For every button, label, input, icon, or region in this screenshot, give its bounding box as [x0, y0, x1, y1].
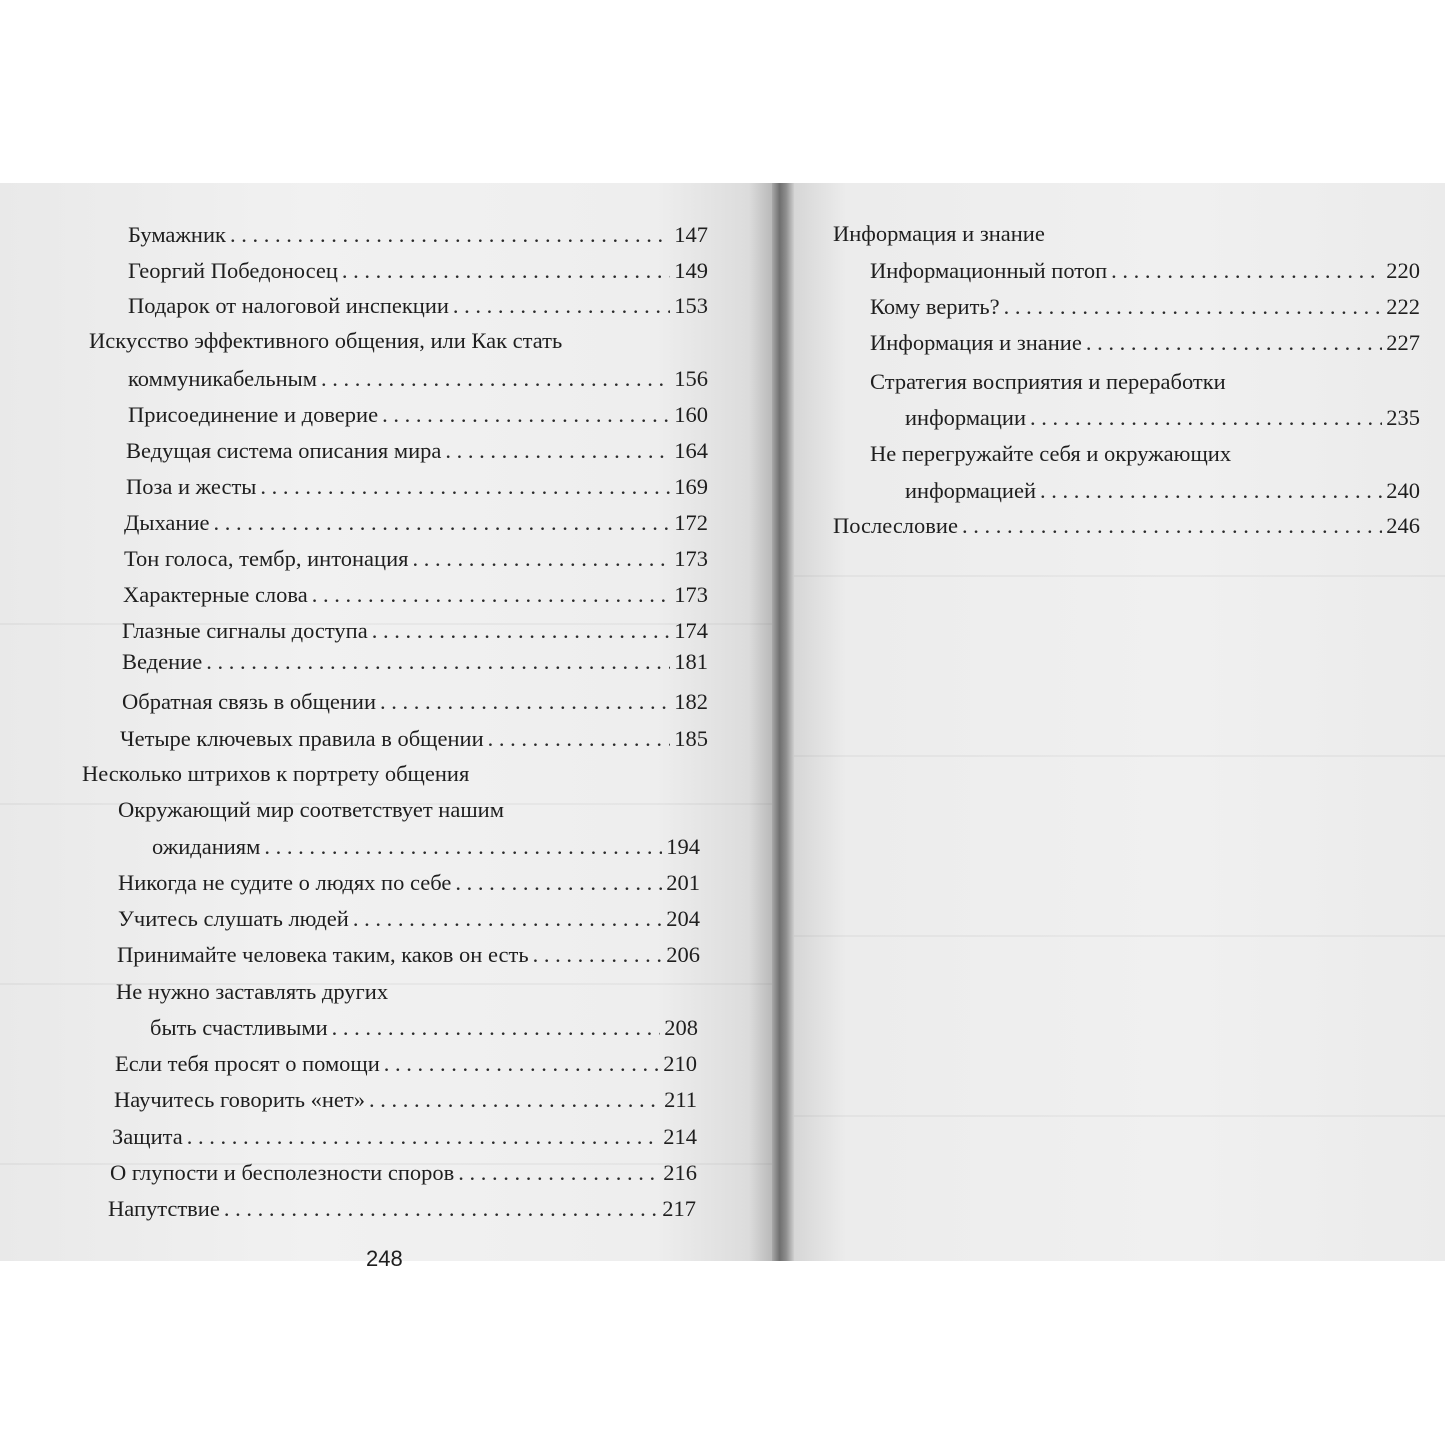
toc-entry-page: 216: [663, 1160, 697, 1185]
toc-entry-title: информацией: [905, 478, 1037, 503]
toc-entry: [114, 1082, 697, 1118]
toc-entry-title: Не перегружайте себя и окружающих: [870, 441, 1232, 466]
toc-entry: [870, 289, 1420, 325]
dot-leader: [382, 397, 670, 433]
toc-entry: [120, 721, 708, 757]
toc-entry-page: 164: [674, 438, 708, 463]
toc-entry: [905, 400, 1420, 436]
show-through-line: [794, 575, 1445, 577]
toc-entry-title: О глупости и бесполезности споров: [110, 1160, 455, 1185]
dot-leader: [353, 901, 662, 937]
toc-entry-page: 153: [674, 293, 708, 318]
toc-entry-title: Обратная связь в общении: [122, 689, 377, 714]
toc-entry-page: 201: [666, 870, 700, 895]
toc-entry: [115, 1046, 697, 1082]
toc-entry-title: Ведущая система описания мира: [126, 438, 442, 463]
toc-entry: [122, 644, 708, 680]
toc-entry: [870, 253, 1420, 289]
show-through-line: [794, 1115, 1445, 1117]
toc-entry-page: 204: [666, 906, 700, 931]
dot-leader: [380, 684, 670, 720]
toc-entry: [128, 361, 708, 397]
toc-entry-page: 235: [1386, 405, 1420, 430]
toc-entry-page: 173: [674, 582, 708, 607]
dot-leader: [1111, 253, 1382, 289]
toc-entry-page: 227: [1386, 330, 1420, 355]
dot-leader: [230, 217, 670, 253]
toc-entry: [122, 684, 708, 720]
toc-entry: [833, 508, 1420, 544]
toc-entry-title: ожиданиям: [152, 834, 261, 859]
toc-entry-title: коммуникабельным: [128, 366, 318, 391]
toc-entry-title: Поза и жесты: [126, 474, 257, 499]
toc-entry-page: 160: [674, 402, 708, 427]
toc-entry-title: Принимайте человека таким, каков он есть: [117, 942, 529, 967]
toc-section-heading: Искусство эффективного общения, или Как стать: [89, 328, 563, 353]
toc-entry-page: 220: [1386, 258, 1420, 283]
dot-leader: [1086, 325, 1382, 361]
dot-leader: [458, 1155, 659, 1191]
dot-leader: [412, 541, 670, 577]
toc-entry-title: Бумажник: [128, 222, 226, 247]
dot-leader: [369, 1082, 660, 1118]
toc-entry-page: 147: [674, 222, 708, 247]
dot-leader: [264, 829, 662, 865]
toc-entry: [112, 1119, 697, 1155]
toc-entry-page: 206: [666, 942, 700, 967]
toc-entry: [124, 505, 708, 541]
toc-entry-page: 185: [674, 726, 708, 751]
toc-entry-title: Не нужно заставлять других: [116, 979, 389, 1004]
toc-entry-page: 222: [1386, 294, 1420, 319]
toc-entry-page: 246: [1386, 513, 1420, 538]
toc-entry-title: Георгий Победоносец: [128, 258, 338, 283]
toc-entry-page: 172: [674, 510, 708, 535]
dot-leader: [187, 1119, 660, 1155]
toc-entry: [152, 829, 700, 865]
book-gutter: [772, 183, 794, 1261]
toc-entry: [870, 325, 1420, 361]
toc-entry-title: Информация и знание: [870, 330, 1082, 355]
toc-entry-title: Кому верить?: [870, 294, 1000, 319]
toc-entry-page: 169: [674, 474, 708, 499]
toc-entry-page: 181: [674, 649, 708, 674]
toc-entry-title: Дыхание: [124, 510, 210, 535]
toc-entry: [118, 901, 700, 937]
toc-entry-title: быть счастливыми: [150, 1015, 328, 1040]
toc-entry-title: Информационный потоп: [870, 258, 1108, 283]
toc-entry-title: Присоединение и доверие: [128, 402, 379, 427]
toc-entry-title: Послесловие: [833, 513, 958, 538]
toc-entry-page: 156: [674, 366, 708, 391]
dot-leader: [342, 253, 670, 289]
toc-entry-page: 210: [663, 1051, 697, 1076]
toc-entry: [118, 865, 700, 901]
toc-entry-page: 211: [664, 1087, 697, 1112]
toc-entry: [126, 469, 708, 505]
show-through-line: [794, 755, 1445, 757]
toc-entry: [128, 253, 708, 289]
toc-entry-title: информации: [905, 405, 1027, 430]
show-through-line: [794, 935, 1445, 937]
toc-entry: [123, 577, 708, 613]
dot-leader: [533, 937, 663, 973]
dot-leader: [1004, 289, 1383, 325]
toc-entry: [110, 1155, 697, 1191]
toc-entry: [150, 1010, 698, 1046]
toc-entry: [128, 217, 708, 253]
toc-entry-title: Никогда не судите о людях по себе: [118, 870, 452, 895]
dot-leader: [312, 577, 671, 613]
toc-entry-page: 208: [664, 1015, 698, 1040]
dot-leader: [962, 508, 1382, 544]
toc-entry: [108, 1191, 696, 1227]
toc-entry-title: Тон голоса, тембр, интонация: [124, 546, 409, 571]
dot-leader: [321, 361, 670, 397]
toc-entry-title: Характерные слова: [123, 582, 308, 607]
toc-entry-title: Научитесь говорить «нет»: [114, 1087, 365, 1112]
dot-leader: [445, 433, 670, 469]
toc-entry-page: 217: [662, 1196, 696, 1221]
toc-entry-title: Четыре ключевых правила в общении: [120, 726, 484, 751]
dot-leader: [453, 288, 670, 324]
toc-entry-title: Если тебя просят о помощи: [115, 1051, 380, 1076]
dot-leader: [260, 469, 670, 505]
toc-entry-page: 149: [674, 258, 708, 283]
toc-entry-title: Ведение: [122, 649, 203, 674]
toc-entry-title: Окружающий мир соответствует нашим: [118, 797, 504, 822]
toc-section-heading: Информация и знание: [833, 221, 1045, 246]
dot-leader: [332, 1010, 661, 1046]
dot-leader: [224, 1191, 658, 1227]
toc-entry-page: 174: [674, 618, 708, 643]
toc-entry: [126, 433, 708, 469]
toc-entry-page: 173: [674, 546, 708, 571]
toc-entry-title: Защита: [112, 1124, 183, 1149]
dot-leader: [1040, 473, 1382, 509]
toc-entry-page: 214: [663, 1124, 697, 1149]
toc-entry: [905, 473, 1420, 509]
toc-entry-page: 240: [1386, 478, 1420, 503]
dot-leader: [384, 1046, 659, 1082]
toc-entry-page: 182: [674, 689, 708, 714]
dot-leader: [455, 865, 662, 901]
toc-entry-title: Напутствие: [108, 1196, 220, 1221]
dot-leader: [1030, 400, 1382, 436]
toc-entry-page: 194: [666, 834, 700, 859]
toc-entry-title: Глазные сигналы доступа: [122, 618, 368, 643]
page-number: 248: [366, 1246, 403, 1271]
toc-entry: [117, 937, 700, 973]
dot-leader: [206, 644, 670, 680]
toc-entry-title: Учитесь слушать людей: [118, 906, 349, 931]
toc-entry-title: Подарок от налоговой инспекции: [128, 293, 449, 318]
dot-leader: [213, 505, 670, 541]
toc-section-heading: Несколько штрихов к портрету общения: [82, 761, 470, 786]
dot-leader: [488, 721, 671, 757]
toc-entry: [124, 541, 708, 577]
toc-entry: [128, 288, 708, 324]
toc-entry-title: Стратегия восприятия и переработки: [870, 369, 1226, 394]
toc-entry: [128, 397, 708, 433]
